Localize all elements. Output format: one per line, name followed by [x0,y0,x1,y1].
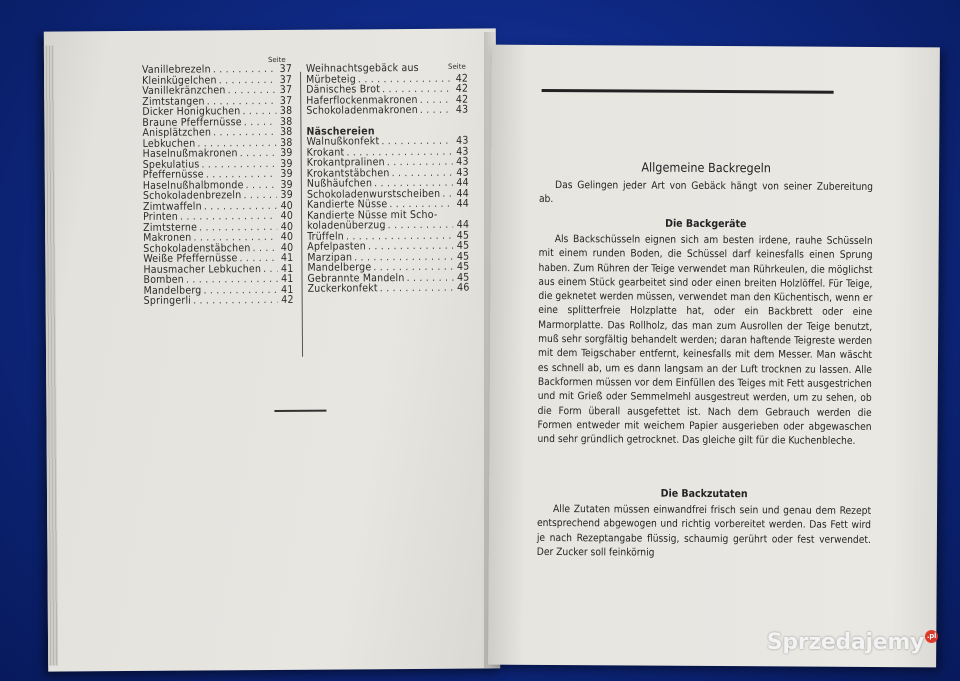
toc-entry-page: 42 [281,293,294,306]
toc-leader-dots [211,127,276,138]
toc-entry-title: Pfeffernüsse [142,168,204,181]
toc-entry-title: Spekulatius [142,158,200,171]
toc-leader-dots [437,209,453,220]
toc-entry-title: Makronen [143,231,192,244]
toc-entry-page: 42 [455,82,469,95]
toc-leader-dots [238,148,277,159]
toc-entry [144,295,294,307]
toc-leader-dots [366,241,453,252]
toc-entry-title: Haferflockenmakronen [306,93,418,107]
toc-entry-page: 44 [456,187,469,200]
toc-leader-dots [211,64,276,75]
intro-paragraph: Das Gelingen jeder Art von Gebäck hängt von seiner Zubereitung ab. [538,180,874,206]
toc-entry-page: 46 [457,281,470,294]
toc-entry-title: Bomben [143,273,185,286]
toc-entry-title: Schokoladenwurstscheiben [306,187,441,201]
toc-entry-page: 41 [280,251,294,264]
toc-entry-title: Zuckerkonfekt [307,282,378,295]
toc-leader-dots [371,262,453,273]
toc-entry-title: Dicker Honigkuchen [142,105,241,118]
toc-entry-page: 37 [279,94,293,107]
toc-entry-title: Weihnachtsgebäck aus [305,61,419,75]
toc-leader-dots [201,284,277,295]
toc-entry-title: Kandierte Nüsse [306,198,388,211]
toc-leader-dots [251,242,278,253]
toc-entry-title: Zimtsterne [143,221,198,234]
toc-leader-dots [390,167,453,178]
toc-leader-dots [418,94,453,105]
toc-entry-page: 39 [280,188,293,201]
toc-entry-title: Haselnußhalbmonde [142,178,244,192]
toc-leader-dots [240,106,276,117]
toc-entry-page: 37 [279,83,293,96]
toc-entry-page: 39 [280,146,293,159]
toc-entry-page: 40 [280,220,294,233]
toc-entry-page: 43 [455,103,469,116]
toc-entry-page: 40 [280,209,294,222]
toc-entry-title: Weiße Pfeffernüsse [143,252,238,265]
page-edges [44,46,58,666]
toc-leader-dots [261,263,277,274]
toc-entry-page: 41 [281,283,294,296]
toc-entry-page: 38 [279,104,293,117]
section-heading: Die Backzutaten [660,487,748,501]
toc-entry-page: 40 [280,199,294,212]
watermark-badge: .pl [925,630,938,643]
toc-entry-page: 40 [280,241,294,254]
toc-entry-title: Trüffeln [307,229,345,243]
toc-entry-page: 44 [456,218,470,231]
top-rule [542,89,834,94]
toc-entry-page: 41 [281,272,294,285]
toc-leader-dots [418,105,453,116]
toc-entry-title: Marzipan [307,250,353,264]
toc-entry-title: Anisplätzchen [142,126,212,139]
toc-entry-title: Mürbeteig [306,72,356,86]
toc-leader-dots [191,295,278,306]
toc-entry-title: Krokant [306,145,345,159]
toc-entry-title: Kandierte Nüsse mit Scho- [307,208,438,222]
toc-entry-page: 40 [280,230,294,243]
toc-entry-page: 38 [279,115,293,128]
paragraph: Als Backschüsseln eignen sich am besten irdene, rauhe Schüsseln mit einem runden Boden, die Schüssel darf keinesfalls einen Sprung haben. Zum Rühren der Teige verwendet man Rührkeulen, die möglichst aus einem Stück gearbeitet sind oder einen breiten Holzlöffel. Für Teige, die geknetet werden müssen, verwendet man den Küchentisch, wenn er eine splitterfreie Holzplatte hat, oder ein Backbrett oder eine Marmorplatte. Das Rollholz, das man zum Ausrollen der Teige benutzt, muß sehr sorgfältig behandelt werden; daran haftende Teigreste werden mit dem Teigschaber entfernt, keinesfalls mit dem Messer. Man wäscht es schnell ab, um es dann langsam an der Luft trocknen zu lassen. Alle Backformen müssen vor dem Einfüllen des Teiges mit Fett ausgestrichen und mit Grieß oder Semmelmehl ausgestreut werden, um zu sehen, ob die Form überall ausgefettet ist. Nach dem Gebrauch werden die Formen entweder mit weichem Papier ausgerieben oder abgewaschen und sehr gründlich getrocknet. Das gleiche gilt für die Kuchenbleche. [537,234,873,448]
toc-leader-dots [242,116,277,127]
toc-leader-dots [199,158,276,169]
toc-entry-title: Mandelberge [307,261,372,274]
toc-entry-title: Schokoladenmakronen [306,103,418,117]
column-divider [300,72,303,357]
toc-entry-title: Walnußkonfekt [306,135,380,148]
toc-section-title: Näschereien [306,124,375,138]
toc-leader-dots [386,220,454,231]
toc-leader-dots [217,74,276,85]
toc-entry-title: Lebkuchen [142,137,196,150]
open-booklet [38,20,942,670]
toc-entry-title: Zimtstangen [142,94,205,108]
toc-leader-dots [379,136,452,147]
toc-entry-page: 37 [279,73,293,86]
page-title: Allgemeine Backregeln [641,159,771,176]
seite-label: Seite [267,55,286,65]
toc-entry-page: 38 [280,125,293,138]
left-page [44,28,500,671]
toc-entry-title: Vanillebrezeln [141,63,211,76]
toc-entry-title: Hausmacher Lebkuchen [143,262,262,276]
toc-entry-page: 43 [456,166,469,179]
toc-entry-title: Springerli [143,294,192,307]
site-watermark [767,630,938,655]
toc-leader-dots [440,188,453,199]
toc-column-1 [142,64,294,307]
watermark-text: Sprzedajemy [766,630,924,655]
toc-entry-title: Printen [143,210,179,223]
toc-entry-page: 45 [456,250,470,263]
toc-leader-dots [244,179,277,190]
toc-entry-title: Schokoladenstäbchen [143,241,251,255]
toc-entry-page: 43 [456,134,469,147]
toc-leader-dots [184,274,278,285]
toc-entry-title: Gebrannte Mandeln [307,271,405,285]
toc-entry [308,283,470,295]
toc-entry-page: 45 [456,260,470,273]
toc-entry-title: Apfelpasten [307,240,366,253]
toc-entry-title: koladenüberzug [307,219,386,232]
toc-column-2 [306,63,470,295]
toc-entry-page: 39 [280,167,293,180]
toc-entry-page: 42 [455,93,469,106]
toc-leader-dots [226,85,277,96]
seite-label: Seite [447,62,466,71]
toc-entry-title: Braune Pfeffernüsse [142,115,242,129]
toc-entry [306,105,468,117]
toc-entry-title: Krokantstäbchen [306,166,390,180]
toc-entry-page: 39 [280,178,293,191]
toc-entry-title: Nußhäufchen [306,177,373,190]
toc-entry-page: 41 [280,262,294,275]
toc-entry-title: Mandelberg [143,283,202,297]
toc-entry-page: 44 [456,197,470,210]
toc-entry-title: Kleinkügelchen [142,73,217,87]
toc-leader-dots [419,63,452,74]
section-heading: Die Backgeräte [665,217,747,231]
toc-entry-page: 45 [456,239,470,252]
end-rule [274,410,326,412]
toc-leader-dots [178,211,277,222]
toc-entry-page: 37 [279,62,293,75]
toc-entry-title: Zimtwaffeln [142,199,202,213]
toc-entry-title: Krokantpralinen [306,156,385,169]
toc-leader-dots [405,272,454,283]
toc-leader-dots [378,283,454,294]
toc-entry-page: 39 [280,157,293,170]
toc-entry-page: 42 [455,72,469,85]
toc-entry-page: 45 [457,271,470,284]
toc-leader-dots [385,157,453,168]
toc-entry-page: 44 [456,176,469,189]
toc-entry-title: Haselnußmakronen [142,147,238,160]
toc-entry-title: Schokoladenbrezeln [142,189,242,202]
toc-entry-page: 38 [280,136,293,149]
paragraph: Alle Zutaten müssen einwandfrei frisch sein und genau dem Rezept entsprechend abgewogen und richtig vorbereitet werden. Das Fett wird je nach Rezeptangabe flüssig, schaumig gerührt oder fest verwendet. Der Zucker soll feinkörnig [536,504,872,559]
toc-entry-page: 43 [456,145,469,158]
toc-leader-dots [241,190,277,201]
toc-entry-page: 43 [456,155,469,168]
toc-entry-page: 45 [456,229,470,242]
right-page [488,45,940,668]
toc-leader-dots [197,221,277,232]
toc-leader-dots [202,200,277,211]
toc-entry-title: Dänisches Brot [306,83,381,96]
toc-entry-title: Vanillekränzchen [142,84,226,97]
